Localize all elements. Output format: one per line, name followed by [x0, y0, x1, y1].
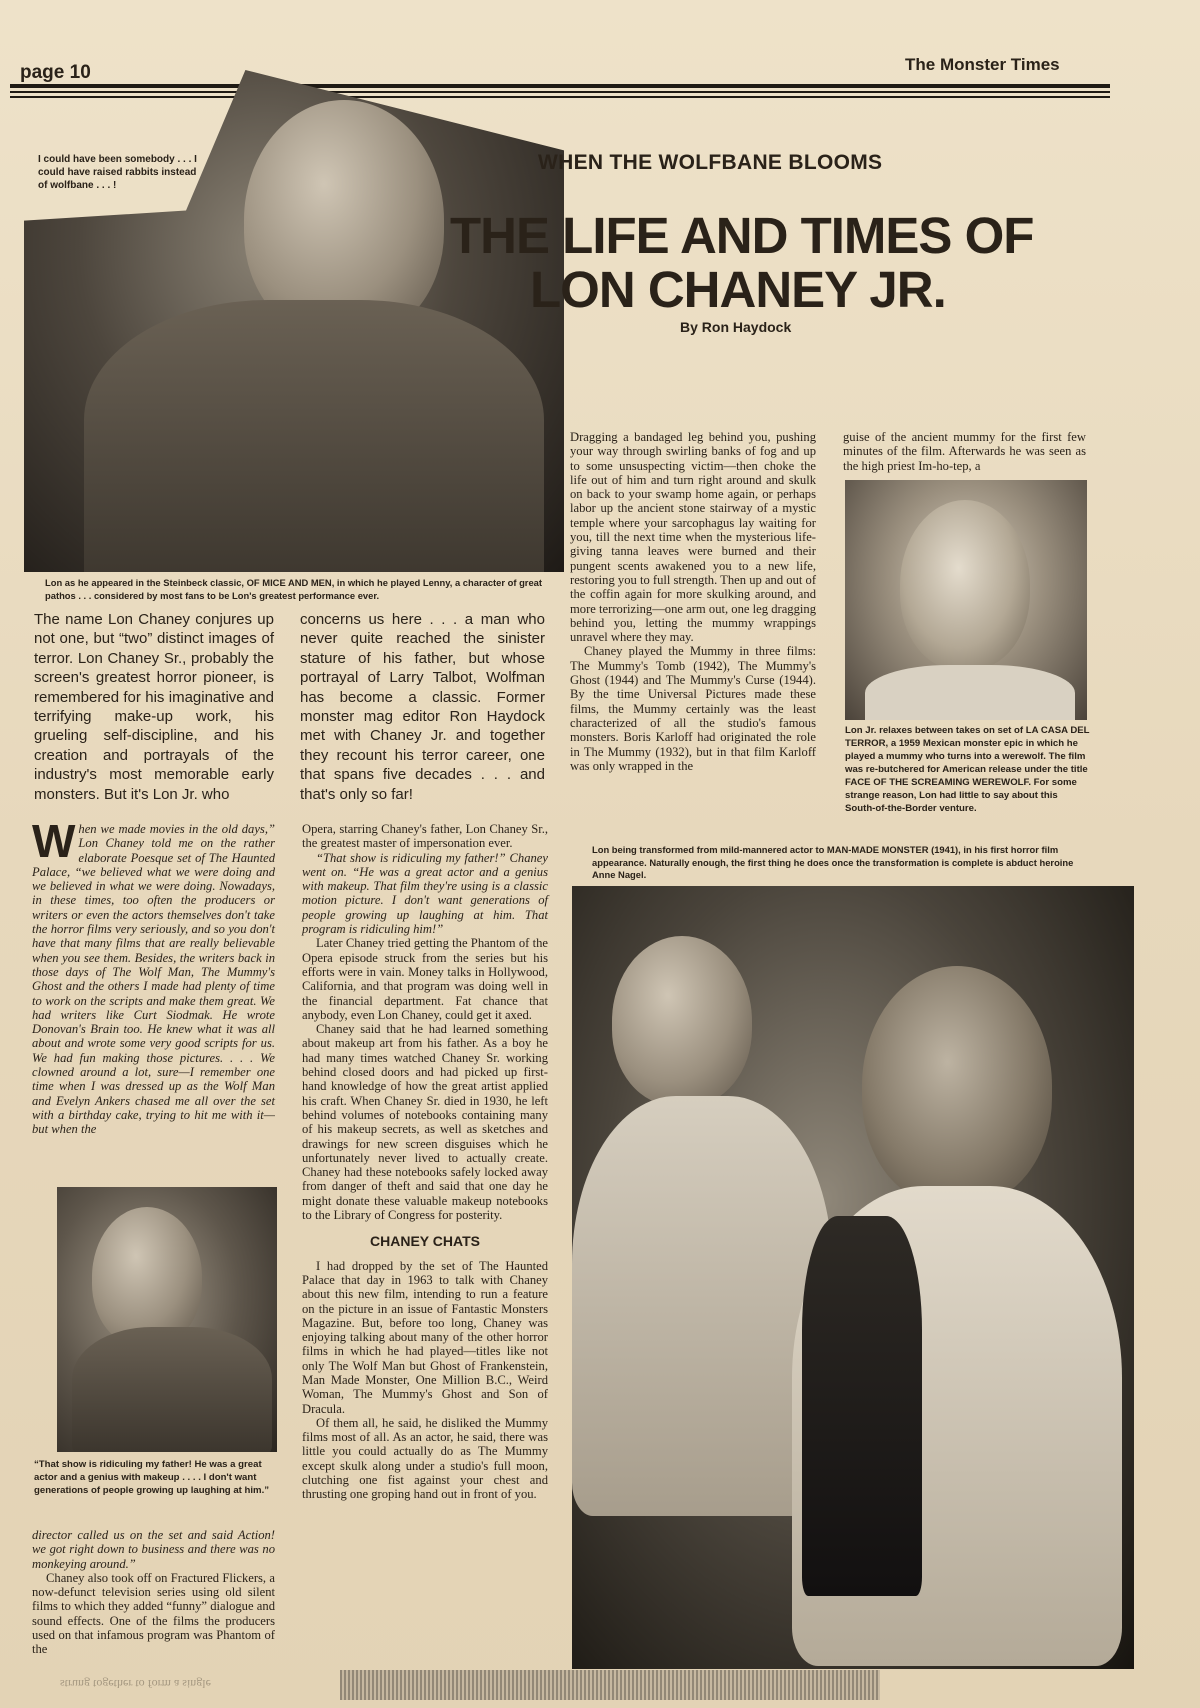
byline: By Ron Haydock	[680, 319, 792, 335]
column-c	[570, 430, 816, 773]
header-rule-thin-2	[10, 96, 1110, 98]
col-d-paragraph-1: guise of the ancient mummy for the first few minutes of the film. Afterwards he was seen as the high priest Im-ho-tep, a	[843, 430, 1086, 473]
photo-la-casa-del-terror	[845, 480, 1087, 720]
photo-man-made-monster	[572, 886, 1134, 1669]
top-quote: I could have been somebody . . . I could have raised rabbits instead of wolfbane . . . !	[38, 154, 197, 191]
col-a-paragraph-1: hen we made movies in the old days,” Lon Chaney told me on the rather elaborate Poesque set of The Haunted Palace, “we believed what we were doing and we believed in what we were doing. Nowadays, in these times, too often the producers or writers or even the actors themselves don't take the horror films very seriously, and so you don't have that many films that are really believable when you see them. Besides, the writers back in those days of The Wolf Man, The Mummy's Ghost and the others I made had plenty of time to work on the scripts and make them great. We had writers like Curt Siodmak. He wrote Donovan's Brain too. He knew what it was all about and wrote some very good scripts for us. We had fun making those pictures. . . . We clowned around a lot, sure—I remember one time when I was dressed up as the Wolf Man and Evelyn Ankers chased me all over the set with a birthday cake, trying to hit me with it—but when the	[32, 822, 275, 1137]
col-a-paragraph-2: director called us on the set and said Action! we got right down to business and there was no monkeying around.”	[32, 1528, 275, 1571]
caption-main-photo: Lon as he appeared in the Steinbeck classic, OF MICE AND MEN, in which he played Lenny, a character of great pathos . . . considered by most fans to be Lon's greatest performance ever.	[45, 577, 543, 601]
col-b-paragraph-4: Chaney said that he had learned something about makeup art from his father. As a boy he had many times watched Chaney Sr. working behind closed doors and had picked up first-hand knowledge of how the great artist applied his craft. When Chaney Sr. died in 1930, he left behind volumes of notebooks containing many of his makeup secrets, as well as sketches and drawings for new screen disguises which he unfortunately never lived to actually create. Chaney had these notebooks safely locked away from danger of theft and said that one day he might donate these valuable makeup notebooks to the Library of Congress for posterity.	[302, 1022, 548, 1223]
headline-line-2: LON CHANEY JR.	[530, 261, 946, 318]
column-b	[302, 822, 548, 1502]
col-b-paragraph-5: I had dropped by the set of The Haunted Palace that day in 1963 to talk with Chaney about this new film, intending to run a feature on the picture in an issue of Fantastic Monsters Magazine. But, before too long, Chaney was enjoying talking about many of the other horror films in which he had played—titles like not only The Wolf Man but Ghost of Frankenstein, Man Made Monster, One Million B.C., Weird Woman, The Mummy's Ghost and Son of Dracula.	[302, 1258, 548, 1416]
col-c-paragraph-2: Chaney played the Mummy in three films: The Mummy's Tomb (1942), The Mummy's Ghost (1944) and The Mummy's Curse (1944). By the time Universal Pictures made these films, the Mummy certainly was the least characterized of all the studio's famous monsters. Boris Karloff had originated the role in The Mummy (1932), but in that film Karloff was only wrapped in the	[570, 644, 816, 773]
column-a-top	[32, 815, 275, 1137]
page-number: page 10	[20, 62, 91, 83]
col-b-paragraph-1: Opera, starring Chaney's father, Lon Chaney Sr., the greatest master of impersonation ever.	[302, 822, 548, 851]
publication-name: The Monster Times	[905, 55, 1060, 74]
drop-cap: W	[32, 815, 76, 867]
subhead-chaney-chats: CHANEY CHATS	[370, 1233, 480, 1250]
headline-line-1: THE LIFE AND TIMES OF	[450, 207, 1034, 264]
column-d	[843, 430, 1086, 473]
caption-small-photo: “That show is ridiculing my father! He was a great actor and a genius with makeup . . . . I don't want generations of people growing up laughing at him.”	[34, 1459, 270, 1496]
photo-chaney-glasses	[57, 1187, 277, 1452]
col-c-paragraph-1: Dragging a bandaged leg behind you, pushing your way through swirling banks of fog and up to some unsuspecting victim—then choke the life out of him and turn right around and skulk on back to your swamp home again, or perhaps labor up the ancient stone stairway of a mystic temple where your sarcophagus lay waiting for you, till the next time when the mysterious life-giving tanna leaves were burned and their pungent scents awakened you to a new life, restoring you to full strength. Then up and out of the coffin again for more skulking around, and more terrorizing—one arm out, one leg dragging behind you, letting the mummy wrappings unravel where they may.	[570, 430, 817, 645]
header-rule-thin	[10, 91, 1110, 93]
header-rule	[10, 84, 1110, 88]
intro-left: The name Lon Chaney conjures up not one, but “two” distinct images of terror. Lon Chaney Sr., probably the screen's greatest horror pioneer, is remembered for his imaginative and terrifying make-up work, his grueling self-discipline, and his creation and portrayals of the industry's most memorable early monsters. But it's Lon Jr. who	[34, 611, 274, 803]
intro-right: concerns us here . . . a man who never quite reached the sinister stature of his father, but whose portrayal of Larry Talbot, Wolfman has become a classic. Former monster mag editor Ron Haydock met with Chaney Jr. and together they recount his terror career, one that spans five decades . . . and that's only so far!	[300, 611, 545, 803]
caption-right-photo: Lon Jr. relaxes between takes on set of LA CASA DEL TERROR, a 1959 Mexican monster epic in which he played a mummy who turns into a werewolf. The film was re-butchered for American release under the title FACE OF THE SCREAMING WEREWOLF. For some strange reason, Lon had little to say about this South-of-the-Border venture.	[845, 725, 1090, 814]
photo-of-mice-and-men	[24, 70, 564, 572]
caption-big-photo: Lon being transformed from mild-mannered actor to MAN-MADE MONSTER (1941), in his first horror film appearance. Naturally enough, the first thing he does once the transformation is complete is abduct heroine Anne Nagel.	[592, 844, 1074, 880]
halftone-strip	[340, 1670, 880, 1700]
bleed-through-text: strung together to form a single	[60, 1677, 211, 1691]
col-b-paragraph-2: “That show is ridiculing my father!” Chaney went on. “He was a great actor and a genius with makeup. That film they're using is a classic motion picture. I don't want generations of people growing up laughing at him. That program is ridiculing him!”	[302, 850, 548, 937]
kicker: WHEN THE WOLFBANE BLOOMS	[538, 151, 883, 174]
col-a-paragraph-3: Chaney also took off on Fractured Flickers, a now-defunct television series using old silent films to which they added “funny” dialogue and sound effects. One of the films the producers used on that infamous program was Phantom of the	[32, 1570, 275, 1657]
col-b-paragraph-3: Later Chaney tried getting the Phantom of the Opera episode struck from the series but his efforts were in vain. Money talks in Hollywood, California, and that program was doing well in the financial department. Fat chance that anybody, even Lon Chaney, could get it axed.	[302, 936, 548, 1022]
col-b-paragraph-6: Of them all, he said, he disliked the Mummy films most of all. As an actor, he said, there was little you could actually do as The Mummy except skulk along under a studio's full moon, clutching one fist against your chest and thrusting one groping hand out in front of you.	[302, 1415, 548, 1502]
column-a-bottom	[32, 1528, 275, 1657]
